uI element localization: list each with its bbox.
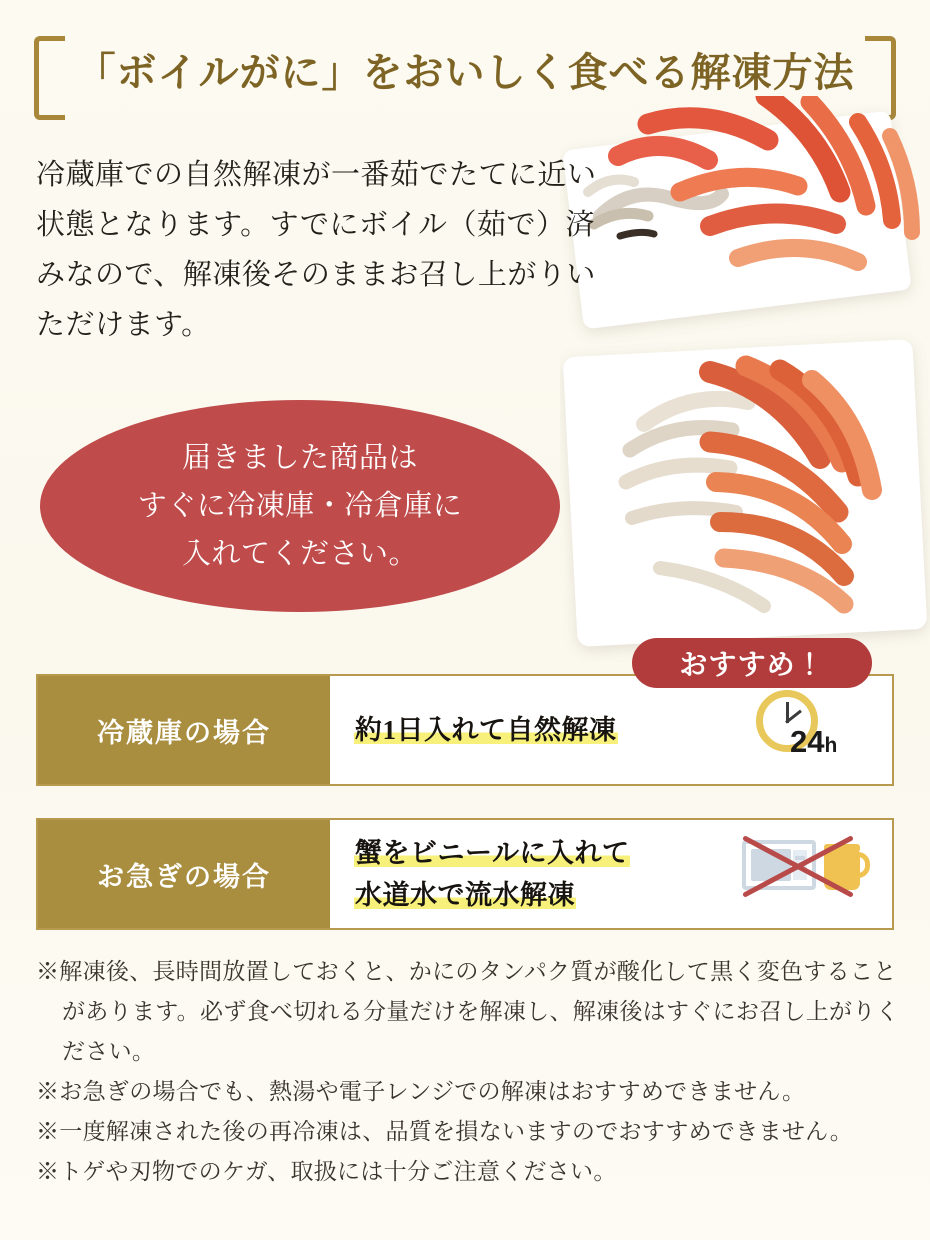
method-text-hurry-line-2: 水道水で流水解凍 bbox=[355, 880, 575, 910]
page-title: 「ボイルがに」をおいしく食べる解凍方法 bbox=[75, 50, 855, 95]
intro-paragraph: 冷蔵庫での自然解凍が一番茹でたてに近い状態となります。すでにボイル（茹で）済みなので、解凍後そのままお召し上がりいただけます。 bbox=[36, 159, 597, 341]
recommend-badge: おすすめ！ bbox=[632, 638, 872, 688]
clock-hours-value: 24 bbox=[790, 724, 825, 759]
method-row-hurry bbox=[36, 818, 894, 930]
method-row-refrigerator bbox=[36, 674, 894, 786]
prohibition-cross-icon bbox=[736, 836, 860, 896]
note-item: ※お急ぎの場合でも、熱湯や電子レンジでの解凍はおすすめできません。 bbox=[36, 1079, 806, 1104]
storage-notice-line-1: 届きました商品は bbox=[181, 442, 418, 474]
clock-hours-label bbox=[790, 724, 837, 760]
note-item: ※解凍後、長時間放置しておくと、かにのタンパク質が酸化して黒く変色することがあります。必ず食べ切れる分量だけを解凍し、解凍後はすぐにお召し上がりください。 bbox=[36, 959, 899, 1064]
method-text-hurry-line-1: 蟹をビニールに入れて bbox=[355, 838, 630, 868]
method-body-hurry bbox=[330, 820, 892, 928]
note-item: ※トゲや刃物でのケガ、取扱には十分ご注意ください。 bbox=[36, 1159, 617, 1184]
method-body-refrigerator bbox=[330, 676, 892, 784]
crab-legs-lower-illustration bbox=[560, 332, 930, 662]
notes-list bbox=[36, 952, 902, 1192]
method-label-hurry: お急ぎの場合 bbox=[38, 820, 330, 928]
method-label-refrigerator: 冷蔵庫の場合 bbox=[38, 676, 330, 784]
clock-hours-unit: h bbox=[824, 734, 838, 757]
note-item: ※一度解凍された後の再冷凍は、品質を損ないますのでおすすめできません。 bbox=[36, 1119, 854, 1144]
clock-24h-icon bbox=[740, 688, 870, 772]
storage-notice-line-3: 入れてください。 bbox=[181, 538, 418, 570]
crab-photo-lower bbox=[560, 332, 930, 662]
no-microwave-no-kettle-icon bbox=[740, 832, 870, 916]
method-text-refrigerator: 約1日入れて自然解凍 bbox=[355, 715, 617, 745]
storage-notice-line-2: すぐに冷凍庫・冷倉庫に bbox=[137, 490, 463, 522]
storage-notice bbox=[40, 400, 560, 612]
